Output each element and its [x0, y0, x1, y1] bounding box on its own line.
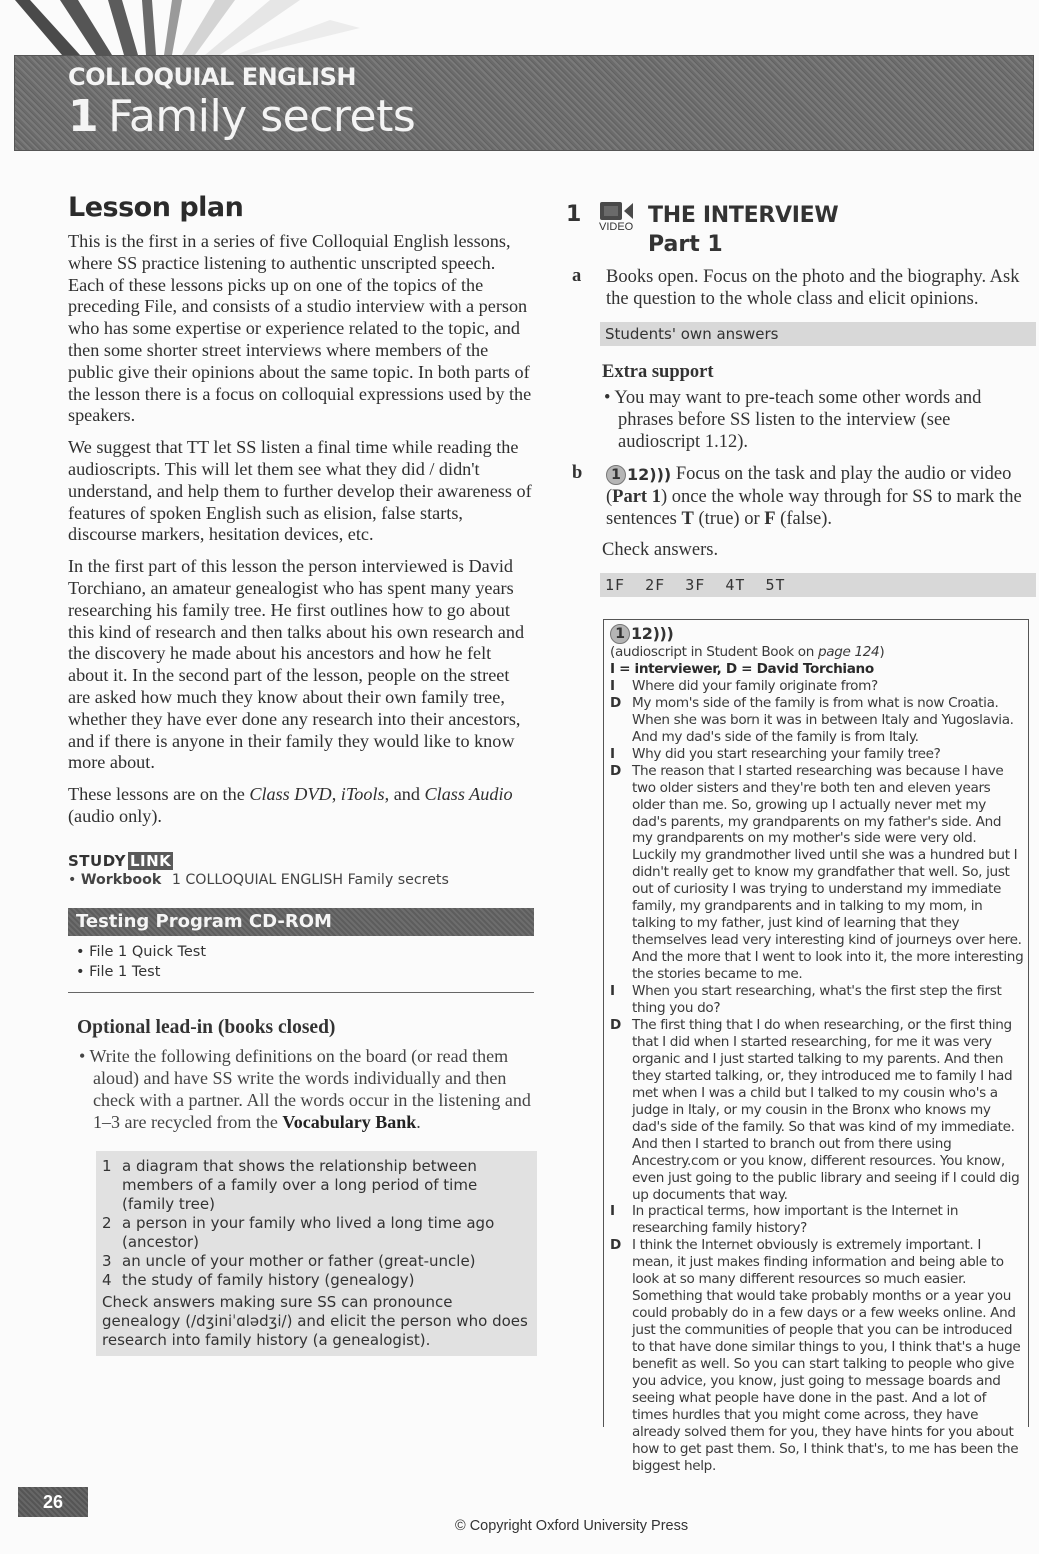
task-b-text-part: ) once the whole way through for SS to mark the sentences: [606, 487, 1022, 529]
lesson-plan-paragraph: This is the first in a series of five Colloquial English lessons, where SS practice listening to authentic unscripted speech. Each of these lessons picks up on one of the topics of the preceding File, and consists of a studio interview with a person who has some expertise or experience related to the topic, and then some shorter street interviews where members of the public give their opinions about the same topic. In both parts of the lesson there is a focus on colloquial expressions used by the speakers.: [68, 231, 532, 426]
testing-program-list: [68, 936, 534, 993]
ref-page: page 124: [817, 644, 880, 660]
resource-class-dvd: Class DVD: [249, 784, 332, 805]
script-line: [610, 763, 1024, 983]
audio-disc-icon: 1: [606, 465, 626, 485]
extra-support: [602, 362, 1036, 453]
resources-prefix: These lessons are on the: [68, 784, 250, 805]
script-line: [610, 678, 1024, 695]
ref-suffix: ): [879, 644, 885, 660]
definitions-box: [96, 1151, 537, 1356]
resource-class-audio: Class Audio: [424, 784, 513, 805]
audioscript-box: [603, 619, 1029, 1474]
task-b: [566, 463, 1036, 530]
study-link-item: • Workbook 1 COLLOQUIAL ENGLISH Family secrets: [68, 871, 449, 888]
script-line: [610, 1203, 1024, 1237]
vocabulary-bank-ref: Vocabulary Bank: [282, 1111, 417, 1132]
section-number: 1: [566, 202, 582, 227]
speaker-label: D: [610, 762, 621, 779]
script-line: [610, 695, 1024, 746]
definition-number: 2: [102, 1213, 112, 1232]
section-header: [566, 198, 1036, 260]
task-b-text-part: (true) or: [693, 509, 765, 529]
section-title: THE INTERVIEW: [648, 203, 839, 228]
lead-in-text: [77, 1045, 534, 1133]
script-text: I think the Internet obviously is extremely important. I mean, it just makes finding information and being able to look at so many different resources so much easier. Something that would take probably months or a year you could probably do in a few days or a few weeks online. And just the communities of people that you can be introduced to that have done similar things to you, I think that's a huge benefit as well. So you can start talking to people who give you advice, you know, just going to message boards and seeing what people have done in the past. And a lot of times hurdles that you might come across, they have already solved them for you, they have hints for you about how to get past them. So, I think that's, to me has been the biggest help.: [632, 1237, 1021, 1474]
definition-text: an uncle of your mother or father (great-uncle): [122, 1251, 476, 1270]
testing-item: • File 1 Test: [76, 963, 161, 980]
resource-itools: iTools: [340, 784, 385, 805]
script-line: [610, 1237, 1024, 1474]
page-number: 26: [18, 1487, 88, 1517]
task-a-answer: Students' own answers: [600, 322, 1036, 346]
definition-number: 3: [102, 1251, 112, 1270]
definition-number: 1: [102, 1156, 112, 1175]
task-a: [566, 266, 1036, 310]
script-text: When you start researching, what's the first step the first thing you do?: [632, 983, 1002, 1017]
lead-in-suffix: .: [416, 1111, 421, 1132]
audioscript-track: [610, 624, 1024, 644]
task-letter: a: [572, 266, 582, 286]
speaker-key: I = interviewer, D = David Torchiano: [610, 660, 874, 677]
definition-item: [99, 1252, 529, 1271]
lead-in-heading: Optional lead-in (books closed): [77, 1016, 336, 1038]
testing-program-header: Testing Program CD-ROM: [68, 908, 534, 936]
definition-item: [99, 1157, 529, 1214]
task-b-text-part: Focus on the task and play the audio or video (: [606, 464, 1012, 507]
study-label: STUDY: [68, 851, 126, 870]
audio-track-number: 12: [631, 623, 653, 643]
testing-item: • File 1 Quick Test: [76, 943, 207, 960]
task-b-text: [606, 463, 1036, 530]
script-text: The reason that I started researching was because I have two older sisters and they're both ten and eleven years older than me. So, growing up I actually never met my dad's parents, my grandparents on my father's side. And my grandparents on my mother's side were very old. Luckily my grandmother lived until she was a hundred but I didn't really get to know my grandfather that well. So, just out of curiosity I was trying to understand my immediate family, my grandparents and in talking to my mom, in talking to my father, just kind of learning that they themselves lead very interesting kind of journeys over here. And the more that I went to look into it, the more interesting the stories became to me.: [632, 762, 1024, 983]
audio-disc-icon: 1: [610, 624, 630, 644]
lesson-plan-heading: Lesson plan: [68, 192, 244, 223]
script-text: The first thing that I do when researching, or the first thing that I did when I started researching, for me it was very organic and I just started talking to my parents. And then they started talking, or, they introduced me to family I had met when I was a child but I talked to my cousin who's a judge in Italy, or my cousin in the Bronx who knows my dad's side of the family. So that was kind of my immediate. And then I started to branch out from there using Ancestry.com or you know, different resources. You know, even just going to the public library and seeing if I could dig up documents that way.: [632, 1016, 1020, 1203]
audio-track-number: 12: [627, 465, 650, 484]
speaker-label: I: [610, 745, 615, 762]
definition-number: 4: [102, 1270, 112, 1289]
video-label: VIDEO: [599, 221, 634, 233]
resources-suffix: (audio only).: [68, 805, 162, 826]
workbook-label: Workbook: [80, 871, 162, 888]
true-label: T: [681, 509, 694, 529]
unit-banner: [14, 55, 1034, 151]
study-link: [68, 852, 534, 888]
extra-support-heading: Extra support: [602, 362, 714, 382]
decorative-rays: [0, 0, 560, 60]
speaker-waves-icon: ))): [649, 465, 672, 484]
resources-sep: , and: [384, 784, 425, 805]
script-text: My mom's side of the family is from what is now Croatia. When she was born it was in between Italy and Yugoslavia. And my dad's side of the family is from Italy.: [632, 694, 1014, 745]
unit-title: Family secrets: [108, 91, 416, 142]
link-label: LINK: [129, 851, 172, 870]
script-line: [610, 1017, 1024, 1203]
definition-item: [99, 1214, 529, 1252]
task-letter: b: [572, 463, 583, 483]
check-answers: Check answers.: [602, 540, 719, 560]
script-line: [610, 746, 1024, 763]
task-b-answer: 1F 2F 3F 4T 5T: [600, 573, 1036, 597]
audioscript-reference: [610, 644, 1024, 661]
resources-sep: ,: [331, 784, 341, 805]
banner-kicker: COLLOQUIAL ENGLISH: [68, 63, 356, 91]
copyright-notice: © Copyright Oxford University Press: [455, 1518, 689, 1534]
speaker-label: D: [610, 1016, 621, 1033]
right-column: [566, 198, 1036, 1474]
workbook-reference: 1 COLLOQUIAL ENGLISH Family secrets: [171, 871, 449, 888]
lesson-plan-paragraph: In the first part of this lesson the person interviewed is David Torchiano, an amateur genealogist who has spent many years researching his family tree. He first outlines how to go about this kind of research and then talks about his own research and the discovery he made about his ancestors and how he felt about it. In the second part of the lesson, people on the street are asked how much they know about their own family tree, whether they have ever done any research into their ancestors, and if there is anyone in their family they would like to know more about.: [68, 556, 525, 773]
banner-title: [68, 91, 415, 142]
script-text: In practical terms, how important is the Internet in researching family history?: [632, 1203, 959, 1237]
speaker-label: D: [610, 694, 621, 711]
definition-text: a person in your family who lived a long time ago (ancestor): [122, 1213, 495, 1251]
lesson-plan-paragraph: We suggest that TT let SS listen a final time while reading the audioscripts. This will let them see what they did / didn't understand, and help them to further develop their awareness of features of spoken English such as elision, false starts, discourse markers, hesitation devices, etc.: [68, 437, 532, 545]
definition-text: a diagram that shows the relationship between members of a family over a long period of time (family tree): [122, 1156, 478, 1213]
speaker-label: I: [610, 1203, 615, 1220]
task-b-part-label: Part 1: [612, 487, 661, 507]
speaker-label: I: [610, 677, 615, 694]
task-a-text: Books open. Focus on the photo and the biography. Ask the question to the whole class and elicit opinions.: [606, 267, 1020, 309]
audio-track-badge[interactable]: [610, 624, 673, 644]
section-subtitle: Part 1: [648, 232, 723, 257]
definition-text: the study of family history (genealogy): [122, 1270, 415, 1289]
task-b-text-part: (false).: [775, 509, 833, 529]
optional-lead-in: [68, 1017, 534, 1133]
speaker-label: D: [610, 1237, 621, 1254]
false-label: F: [764, 509, 776, 529]
ref-prefix: (audioscript in Student Book on: [610, 644, 818, 660]
left-column: [68, 192, 534, 1356]
extra-support-text: • You may want to pre-teach some other words and phrases before SS listen to the interview (see audioscript 1.12).: [604, 388, 982, 452]
script-text: Why did you start researching your family tree?: [632, 745, 941, 762]
audio-track-badge[interactable]: [606, 464, 671, 486]
lead-in-instructions: • Write the following definitions on the board (or read them aloud) and have SS write the words individually and then check with a partner. All the words occur in the listening and 1–3 are recycled from the: [79, 1045, 531, 1132]
script-line: [610, 983, 1024, 1017]
speaker-label: I: [610, 983, 615, 1000]
definition-item: [99, 1271, 529, 1290]
unit-number: 1: [68, 91, 99, 142]
speaker-waves-icon: ))): [652, 623, 674, 643]
video-icon: [599, 200, 639, 233]
script-text: Where did your family originate from?: [632, 677, 878, 694]
definitions-note: Check answers making sure SS can pronounce genealogy (/dʒiniˈɑlədʒi/) and elicit the person who does research into family history (a genealogist).: [102, 1292, 528, 1349]
resources-paragraph: [68, 784, 534, 828]
study-link-heading: [68, 852, 534, 870]
